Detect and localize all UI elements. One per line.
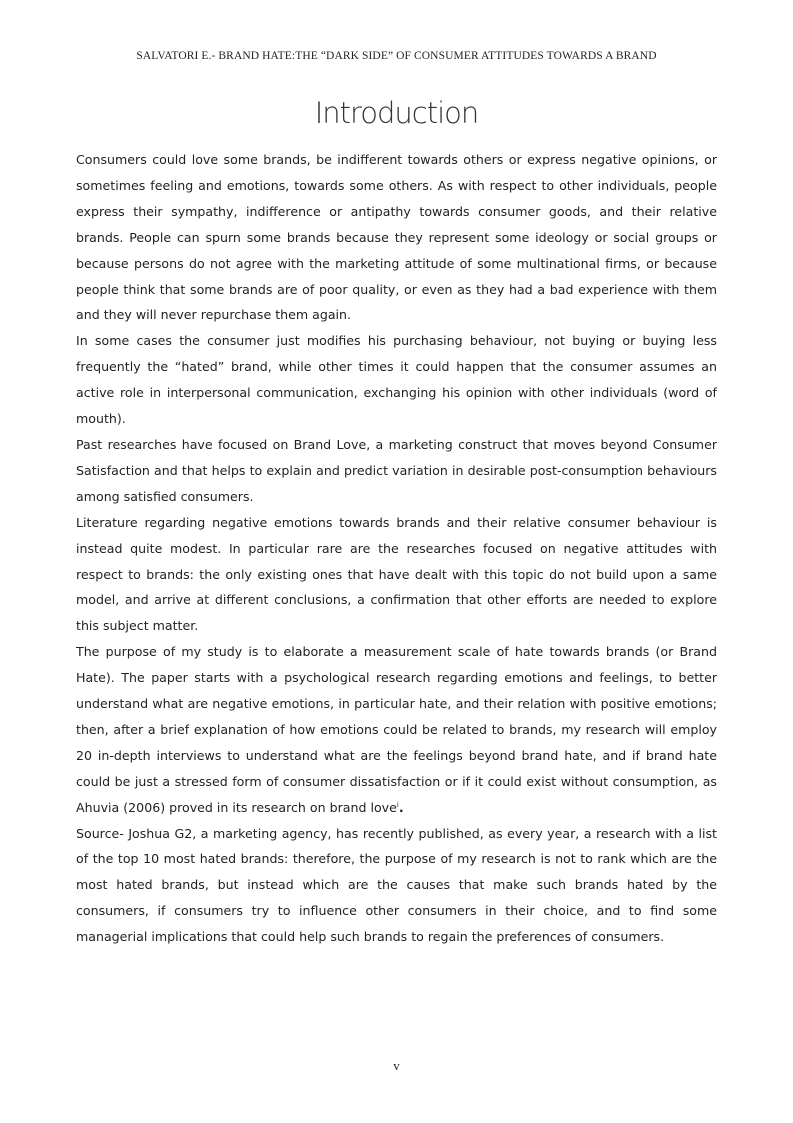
running-header: SALVATORI E.- BRAND HATE:THE “DARK SIDE” OF CONSUMER ATTITUDES TOWARDS A BRAND [136, 50, 657, 62]
paragraph-end-period: . [398, 799, 404, 815]
paragraph-text: The purpose of my study is to elaborate a measurement scale of hate towards brands (or Brand Hate). The paper starts with a psychological research regarding emotions and feelings, to better understand what are negative emotions, in particular hate, and their relation with positive emotions; then, after a brief explanation of how emotions could be related to brands, my research will employ 20 in-depth interviews to understand what are the feelings beyond brand hate, and if brand hate could be just a stressed form of consumer dissatisfaction or if it could exist without consumption, as Ahuvia (2006) proved in its research on brand love [76, 644, 717, 815]
footnote-reference[interactable]: i [396, 800, 399, 809]
page-number: v [393, 1058, 400, 1073]
paragraph: Source- Joshua G2, a marketing agency, has recently published, as every year, a research with a list of the top 10 most hated brands: therefore, the purpose of my research is not to rank which are the most hated brands, but instead which are the causes that make such brands hated by the consumers, if consumers try to influence other consumers in their choice, and to find some managerial implications that could help such brands to regain the preferences of consumers. [76, 825, 717, 945]
paragraph: Past researches have focused on Brand Love, a marketing construct that moves beyond Consumer Satisfaction and that helps to explain and predict variation in desirable post-consumption behaviours among satisfied consumers. [76, 436, 717, 504]
body-text [76, 147, 717, 950]
paragraph-with-footnote [76, 639, 717, 820]
page-title: Introduction [314, 96, 479, 130]
paragraph: Consumers could love some brands, be indifferent towards others or express negative opinions, or sometimes feeling and emotions, towards some others. As with respect to other individuals, people express their sympathy, indifference or antipathy towards consumer goods, and their relative brands. People can spurn some brands because they represent some ideology or social groups or because persons do not agree with the marketing attitude of some multinational firms, or because people think that some brands are of poor quality, or even as they had a bad experience with them and they will never repurchase them again. [76, 152, 717, 323]
paragraph: Literature regarding negative emotions towards brands and their relative consumer behaviour is instead quite modest. In particular rare are the researches focused on negative attitudes with respect to brands: the only existing ones that have dealt with this topic do not build upon a same model, and arrive at different conclusions, a confirmation that other efforts are needed to explore this subject matter. [76, 514, 717, 634]
paragraph: In some cases the consumer just modifies his purchasing behaviour, not buying or buying less frequently the “hated” brand, while other times it could happen that the consumer assumes an active role in interpersonal communication, exchanging his opinion with other individuals (word of mouth). [76, 333, 717, 427]
